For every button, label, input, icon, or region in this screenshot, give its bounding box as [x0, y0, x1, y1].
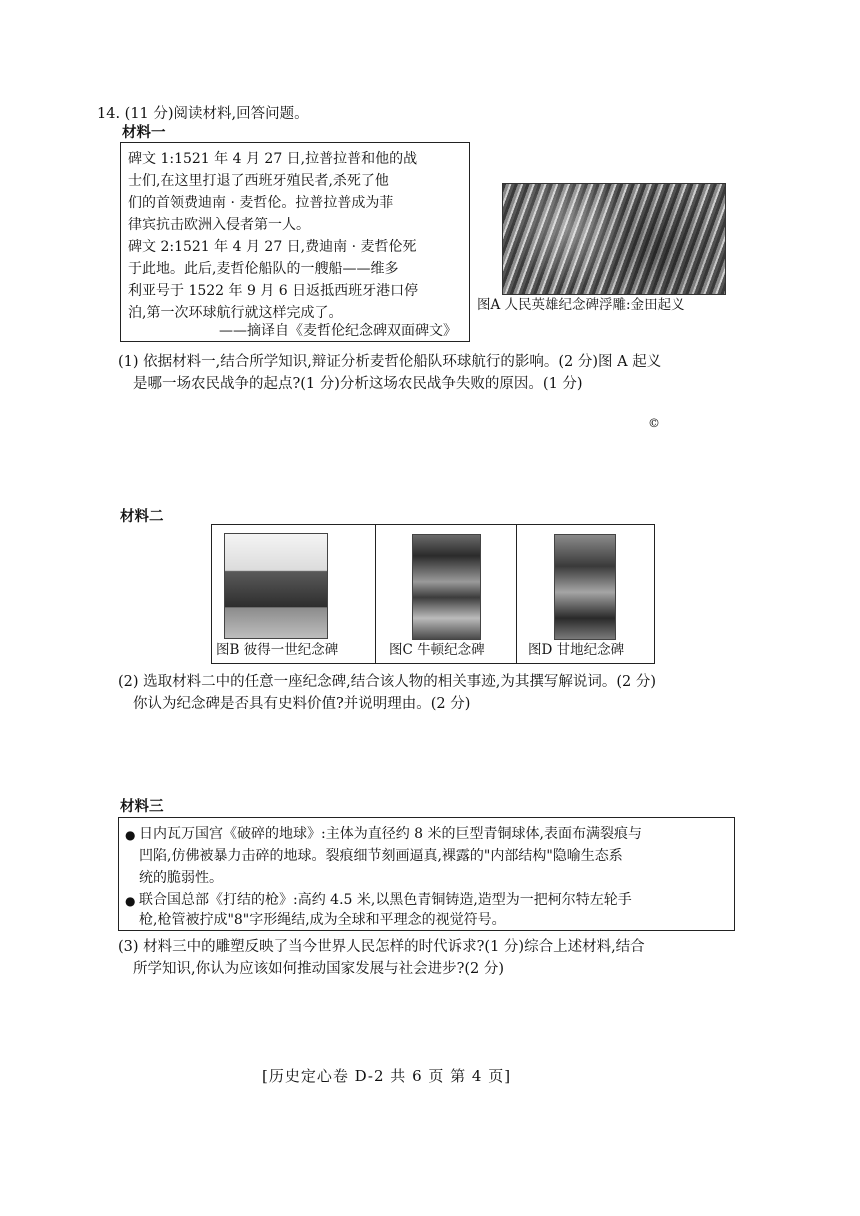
- monument-figures-table: [211, 524, 655, 664]
- sculpture2-line: 联合国总部《打结的枪》:高约 4.5 米,以黑色青铜铸造,造型为一把柯尔特左轮手: [139, 892, 632, 908]
- inscription-source: ——摘译自《麦哲伦纪念碑双面碑文》: [219, 323, 457, 339]
- sculpture1-line: 凹陷,仿佛被暴力击碎的地球。裂痕细节刻画逼真,裸露的"内部结构"隐喻生态系: [139, 848, 623, 864]
- inscription-line: 士们,在这里打退了西班牙殖民者,杀死了他: [128, 173, 389, 189]
- figure-d-caption: 图D 甘地纪念碑: [528, 642, 625, 658]
- inscription-line: 碑文 1:1521 年 4 月 27 日,拉普拉普和他的战: [128, 151, 418, 167]
- question-header: 14. (11 分)阅读材料,回答问题。: [97, 106, 309, 122]
- inscription-line: 律宾抗击欧洲入侵者第一人。: [128, 217, 310, 233]
- sculpture-description-box: [118, 817, 735, 931]
- inscription-line: 碑文 2:1521 年 4 月 27 日,费迪南 · 麦哲伦死: [128, 239, 417, 255]
- q2-line1: (2) 选取材料二中的任意一座纪念碑,结合该人物的相关事迹,为其撰写解说词。(2 分): [118, 674, 657, 690]
- figure-d-statue-image: [554, 534, 616, 640]
- figure-a-caption: 图A 人民英雄纪念碑浮雕:金田起义: [477, 297, 685, 313]
- inscription-box: [120, 142, 470, 342]
- material3-label: 材料三: [120, 798, 164, 815]
- material2-label: 材料二: [120, 508, 164, 525]
- q3-line1: (3) 材料三中的雕塑反映了当今世界人民怎样的时代诉求?(1 分)综合上述材料,结合: [118, 939, 645, 955]
- figure-d-cell: [517, 525, 653, 663]
- inscription-line: 泊,第一次环球航行就这样完成了。: [128, 305, 343, 321]
- bullet-icon: ●: [125, 894, 136, 908]
- q1-line1: (1) 依据材料一,结合所学知识,辩证分析麦哲伦船队环球航行的影响。(2 分)图 A 起义: [118, 354, 662, 370]
- figure-b-caption: 图B 彼得一世纪念碑: [216, 642, 339, 658]
- q2-line2: 你认为纪念碑是否具有史料价值?并说明理由。(2 分): [133, 696, 471, 712]
- bullet-icon: ●: [125, 828, 136, 842]
- q3-line2: 所学知识,你认为应该如何推动国家发展与社会进步?(2 分): [133, 961, 505, 977]
- q1-line2: 是哪一场农民战争的起点?(1 分)分析这场农民战争失败的原因。(1 分): [133, 376, 583, 392]
- sculpture1-line: 统的脆弱性。: [139, 870, 223, 886]
- figure-b-statue-image: [224, 533, 328, 639]
- figure-c-caption: 图C 牛顿纪念碑: [389, 642, 485, 658]
- inscription-line: 利亚号于 1522 年 9 月 6 日返抵西班牙港口停: [128, 283, 419, 299]
- figure-b-cell: [212, 525, 376, 663]
- figure-c-statue-image: [412, 534, 481, 640]
- inscription-line: 们的首领费迪南 · 麦哲伦。拉普拉普成为菲: [128, 195, 394, 211]
- stray-mark-icon: ©: [648, 416, 660, 430]
- sculpture1-line: 日内瓦万国宫《破碎的地球》:主体为直径约 8 米的巨型青铜球体,表面布满裂痕与: [139, 826, 642, 842]
- sculpture2-line: 枪,枪管被拧成"8"字形绳结,成为全球和平理念的视觉符号。: [139, 912, 506, 928]
- page-footer: [历史定心卷 D-2 共 6 页 第 4 页]: [262, 1067, 512, 1085]
- material1-label: 材料一: [122, 124, 166, 141]
- figure-a-relief-image: [502, 183, 726, 295]
- figure-c-cell: [376, 525, 517, 663]
- inscription-line: 于此地。此后,麦哲伦船队的一艘船——维多: [128, 261, 399, 277]
